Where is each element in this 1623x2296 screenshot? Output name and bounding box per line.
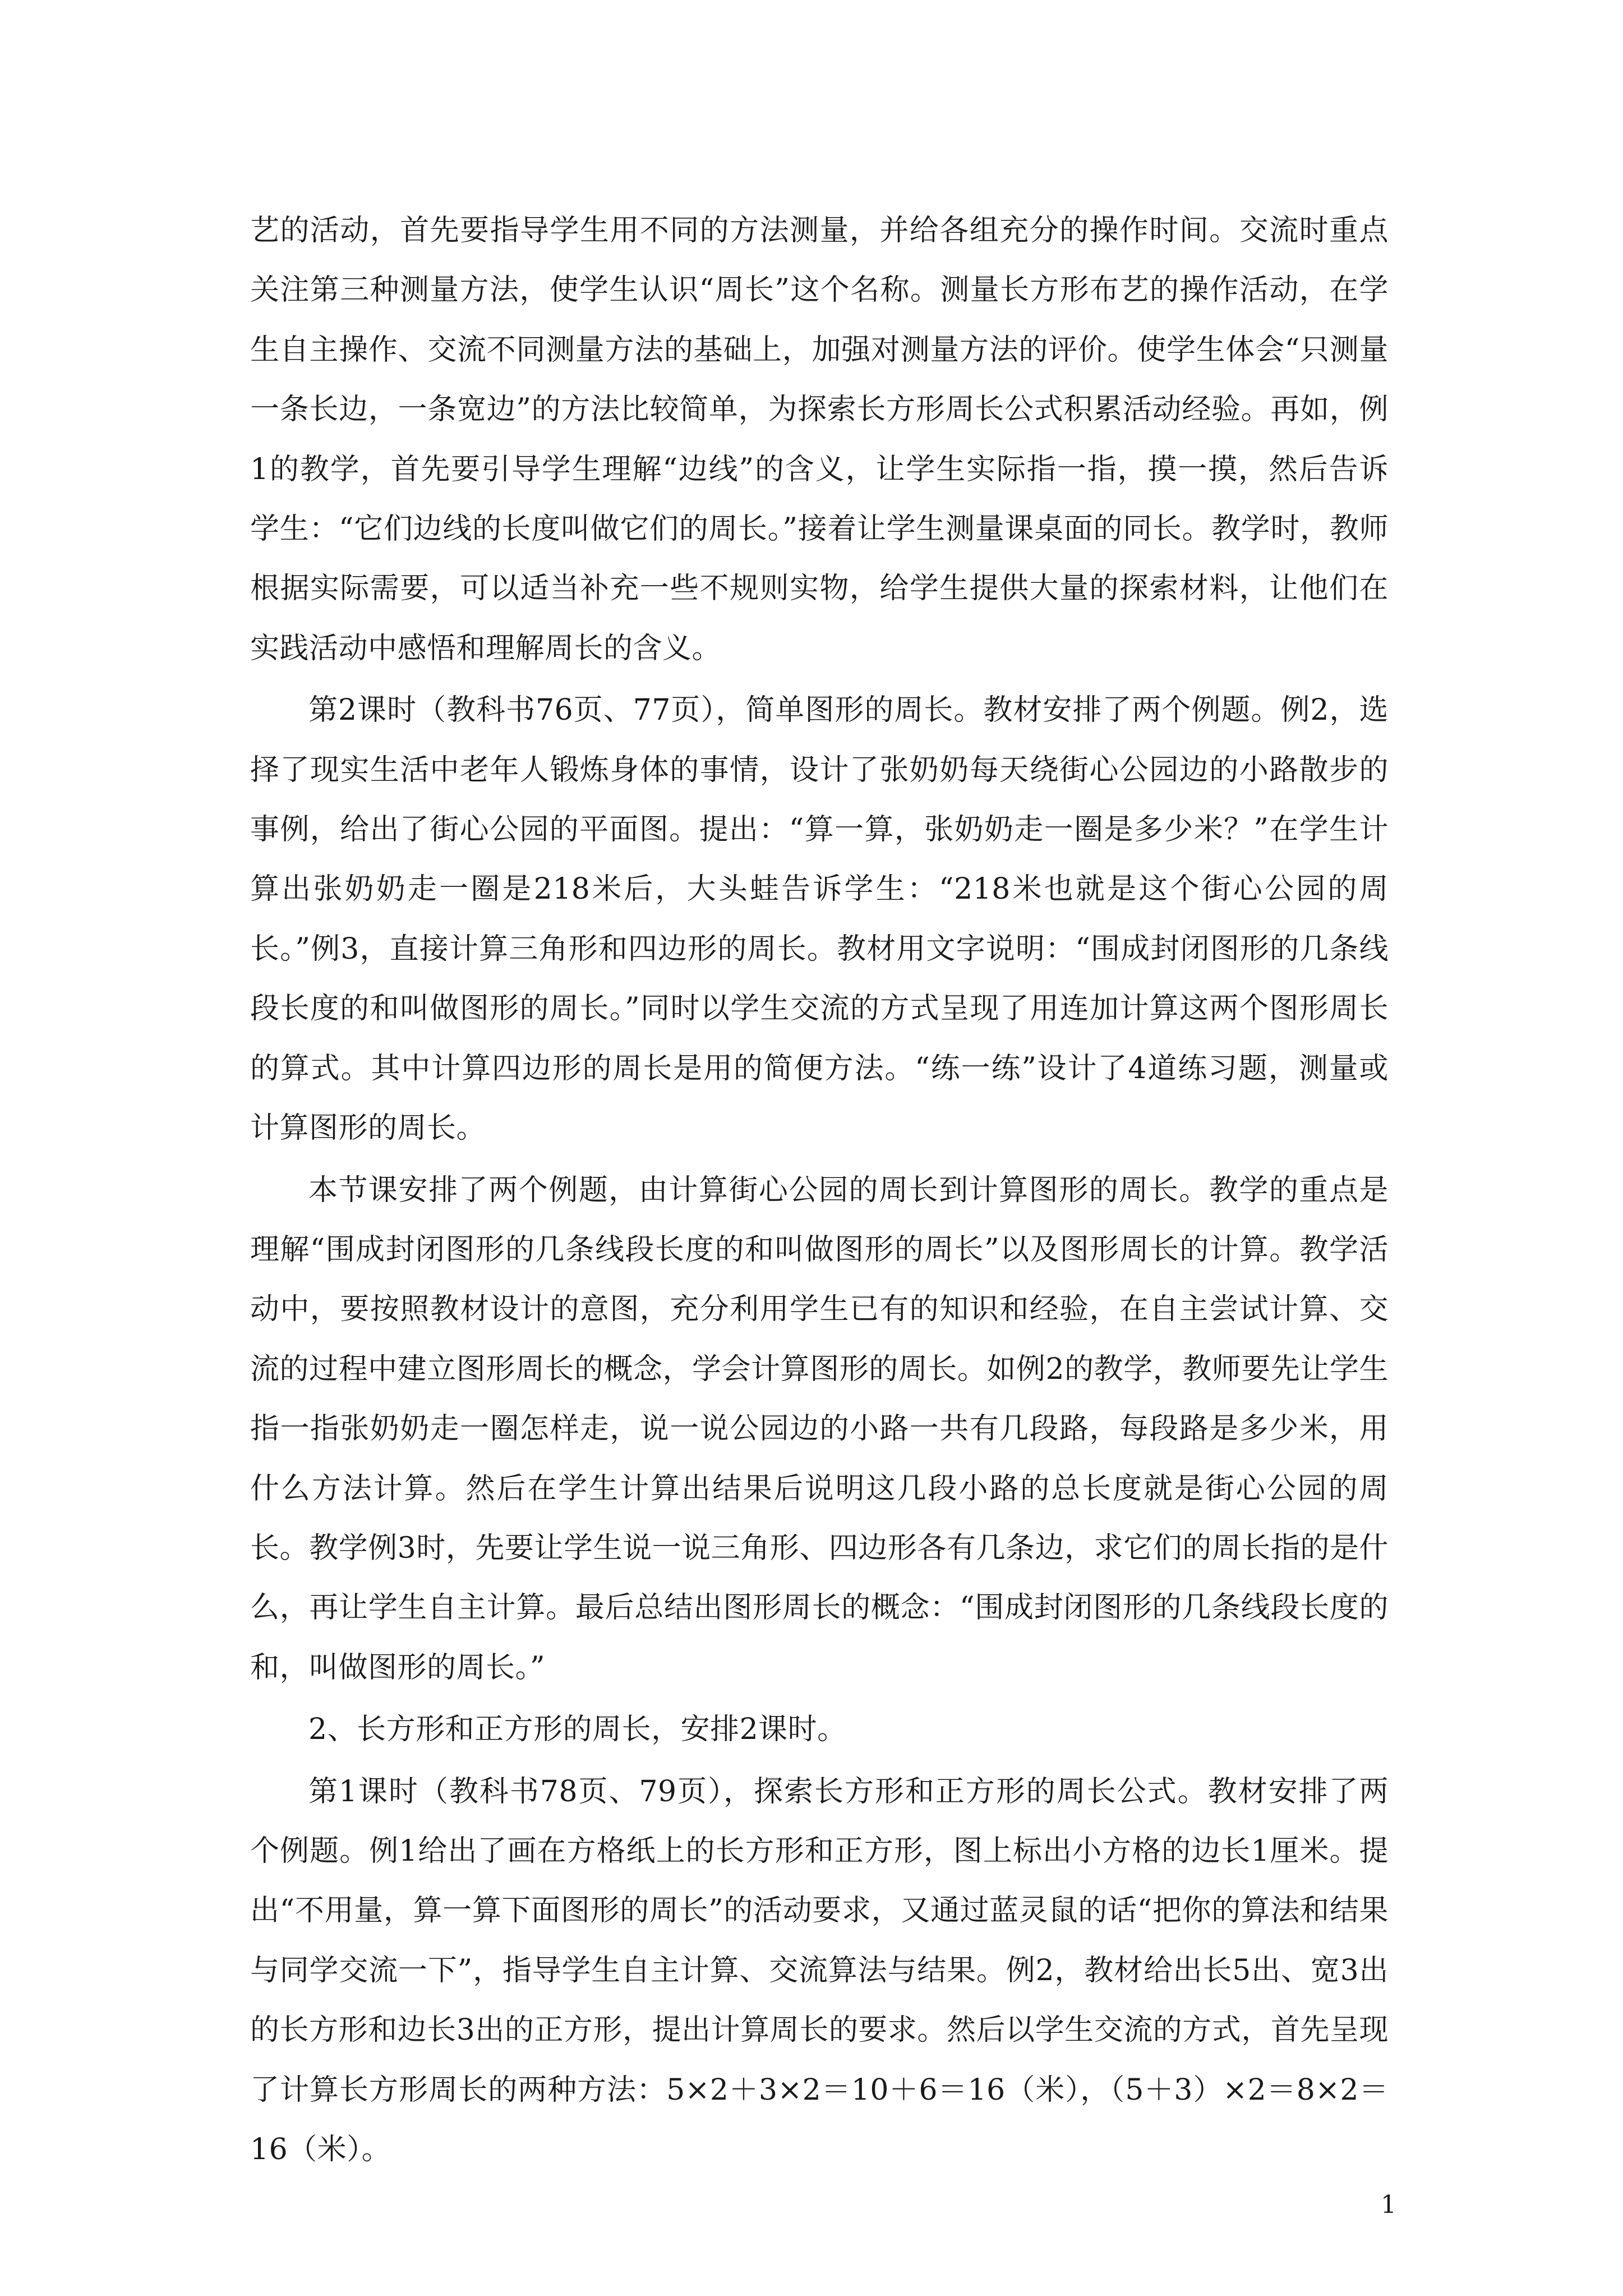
paragraph-4: 第1课时（教科书78页、79页），探索长方形和正方形的周长公式。教材安排了两个例题。例1给出了画在方格纸上的长方形和正方形，图上标出小方格的边长1厘米。提出“不用量，算一算下面图形的周长”的活动要求，又通过蓝灵鼠的话“把你的算法和结果与同学交流一下”，指导学生自主计算、交流算法与结果。例2，教材给出长5出、宽3出的长方形和边长3出的正方形，提出计算周长的要求。然后以学生交流的方式，首先呈现了计算长方形周长的两种方法：5×2＋3×2＝10＋6＝16（米），（5＋3）×2＝8×2＝16（米）。 — [250, 1774, 1389, 2166]
paragraph-3: 本节课安排了两个例题，由计算街心公园的周长到计算图形的周长。教学的重点是理解“围成封闭图形的几条线段长度的和叫做图形的周长”以及图形周长的计算。教学活动中，要按照教材设计的意图，充分利用学生已有的知识和经验，在自主尝试计算、交流的过程中建立图形周长的概念，学会计算图形的周长。如例2的教学，教师要先让学生指一指张奶奶走一圈怎样走，说一说公园边的小路一共有几段路，每段路是多少米，用什么方法计算。然后在学生计算出结果后说明这几段小路的总长度就是街心公园的周长。教学例3时，先要让学生说一说三角形、四边形各有几条边，求它们的周长指的是什么，再让学生自主计算。最后总结出图形周长的概念：“围成封闭图形的几条线段长度的和，叫做图形的周长。” — [250, 1173, 1389, 1685]
body-text — [250, 201, 1389, 2182]
section-heading: 2、长方形和正方形的周长，安排2课时。 — [308, 1713, 847, 1747]
paragraph-1: 艺的活动，首先要指导学生用不同的方法测量，并给各组充分的操作时间。交流时重点关注第三种测量方法，使学生认识“周长”这个名称。测量长方形布艺的操作活动，在学生自主操作、交流不同测量方法的基础上，加强对测量方法的评价。使学生体会“只测量一条长边，一条宽边”的方法比较简单，为探索长方形周长公式积累活动经验。再如，例1的教学，首先要引导学生理解“边线”的含义，让学生实际指一指，摸一摸，然后告诉学生：“它们边线的长度叫做它们的周长。”接着让学生测量课桌面的同长。教学时，教师根据实际需要，可以适当补充一些不规则实物，给学生提供大量的探索材料，让他们在实践活动中感悟和理解周长的含义。 — [250, 214, 1389, 665]
page-number: 1 — [1381, 2191, 1396, 2219]
paragraph-2: 第2课时（教科书76页、77页），简单图形的周长。教材安排了两个例题。例2，选择了现实生活中老年人锻炼身体的事情，设计了张奶奶每天绕街心公园边的小路散步的事例，给出了街心公园的平面图。提出：“算一算，张奶奶走一圈是多少米？”在学生计算出张奶奶走一圈是218米后，大头蛙告诉学生：“218米也就是这个街心公园的周长。”例3，直接计算三角形和四边形的周长。教材用文字说明：“围成封闭图形的几条线段长度的和叫做图形的周长。”同时以学生交流的方式呈现了用连加计算这两个图形周长的算式。其中计算四边形的周长是用的简便方法。“练一练”设计了4道练习题，测量或计算图形的周长。 — [250, 693, 1389, 1145]
